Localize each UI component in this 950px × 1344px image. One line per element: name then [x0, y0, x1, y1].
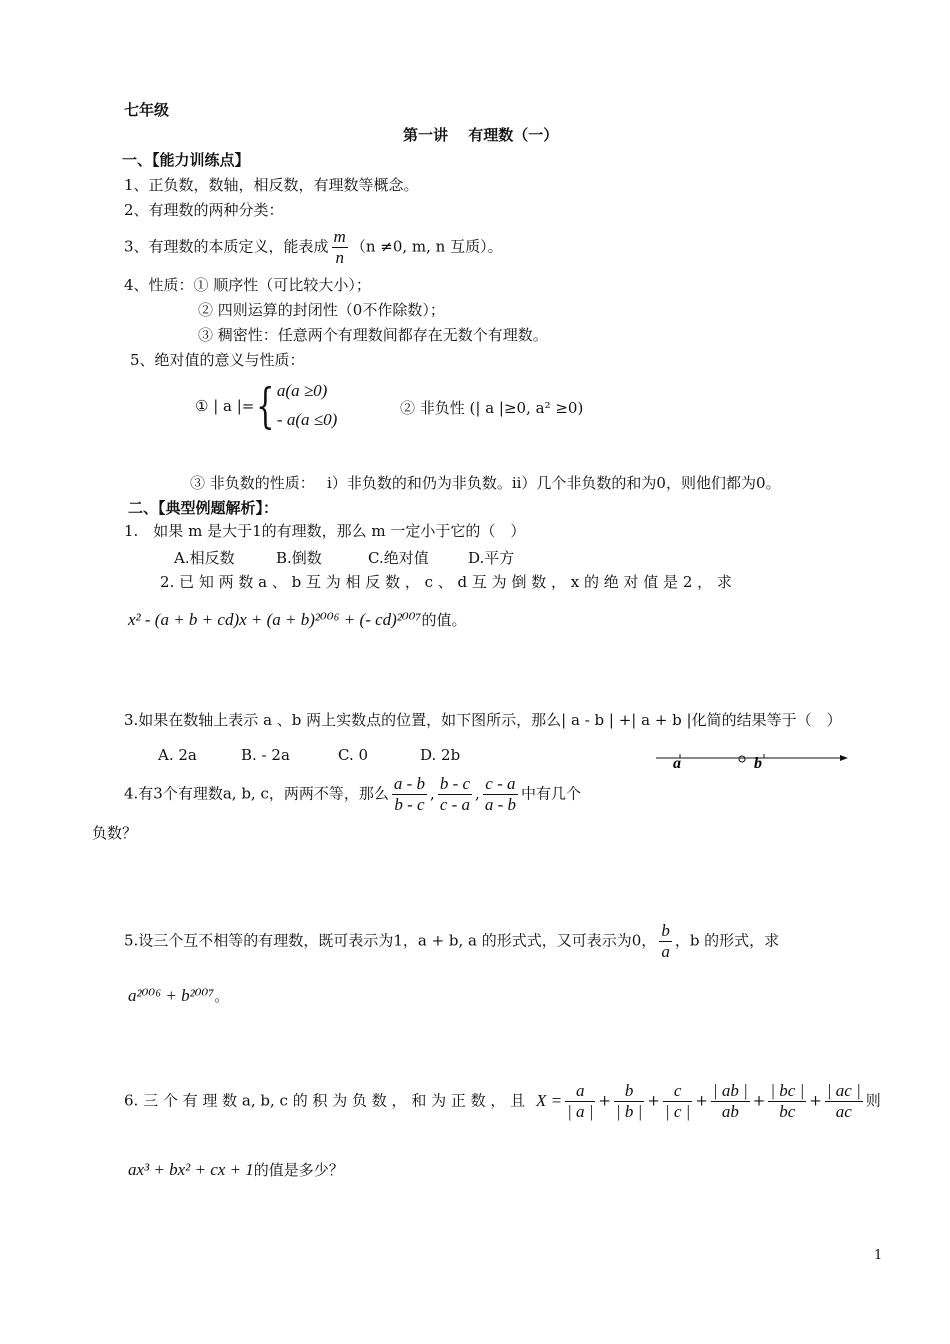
nonnegativity: ② 非负性 (| a |≥0, a² ≥0) [400, 399, 584, 417]
q6-tail: 则 [865, 1091, 881, 1110]
label-b: b [754, 755, 762, 772]
question-6: 6. 三 个 有 理 数 a, b, c 的 积 为 负 数 ， 和 为 正 数 ， 且 X = $\frac{a}{| a |}$ + $\frac{b}{| b |}$ + $\frac{c}{| c |}$ + $\frac{| ab |}{ab}$ + $\frac{| bc |}{bc}$ + $\frac{| ac |}{ac}$ 则 [124, 1081, 881, 1121]
question-5-expression [128, 986, 229, 1006]
page-number: 1 [874, 1248, 883, 1263]
point-4-order: 4、性质：① 顺序性（可比较大小）； [124, 276, 371, 294]
q6-fraction-6: $\frac{| ac |}{ac}$ [826, 1081, 861, 1121]
point-3-text: 3、有理数的本质定义，能表成 [124, 237, 329, 256]
q6-fraction-4: $\frac{| ab |}{ab}$ [712, 1081, 748, 1121]
point-1: 1、正负数，数轴，相反数，有理数等概念。 [124, 176, 419, 194]
axis-arrow-icon [840, 755, 848, 761]
q6-end: 的值是多少？ [253, 1161, 344, 1179]
abs-cases [277, 377, 337, 435]
grade-label: 七年级 [124, 101, 170, 119]
q6-expression: ax³ + bx² + cx + 1 [128, 1160, 254, 1179]
q6-fraction-2: $\frac{b}{| b |}$ [616, 1081, 643, 1121]
question-3: 3.如果在数轴上表示 a 、b 两上实数点的位置，如下图所示，那么| a - b | +| a + b |化简的结果等于（ ） [124, 711, 842, 729]
q1-option-d: D.平方 [468, 549, 515, 567]
q1-option-a: A.相反数 [174, 549, 235, 567]
q4-text: 4.有3个有理数a, b, c，两两不等，那么 [124, 784, 389, 803]
point-2: 2、有理数的两种分类： [124, 201, 284, 219]
m-over-n-fraction: $\frac{m}{n}$ [333, 227, 346, 267]
abs-lhs: ① | a |= [195, 396, 255, 415]
left-brace-icon: { [256, 377, 275, 434]
q4-fraction-3: $\frac{c - a}{a - b}$ [484, 774, 516, 814]
q6-text: 6. 三 个 有 理 数 a, b, c 的 积 为 负 数 ， 和 为 正 数 ， 且 [124, 1091, 526, 1110]
point-5: 5、绝对值的意义与性质： [130, 351, 305, 369]
point-3 [124, 228, 503, 267]
q6-lhs: X = [535, 1090, 563, 1110]
section1-heading: 一、【能力训练点】 [122, 151, 250, 169]
q3-option-b: B. - 2a [241, 746, 290, 764]
q5-text: 5.设三个互不相等的有理数，既可表示为1，a + b, a 的形式式，又可表示为0， [124, 931, 657, 950]
q5-fraction: $\frac{b}{a}$ [661, 921, 670, 961]
q3-option-d: D. 2b [420, 746, 461, 764]
number-line [652, 748, 852, 772]
q4-fraction-1: $\frac{a - b}{b - c}$ [393, 774, 426, 814]
section2-heading: 二、【典型例题解析】： [128, 499, 279, 517]
q6-fraction-1: $\frac{a}{| a |}$ [567, 1081, 594, 1121]
q6-fraction-3: $\frac{c}{| c |}$ [664, 1081, 691, 1121]
point-3-condition: （n ≠0, m, n 互质）。 [350, 237, 503, 256]
q2-expression: x² - (a + b + cd)x + (a + b)²⁰⁰⁶ + (- cd)²⁰⁰⁷ [128, 610, 422, 629]
question-4-line2: 负数？ [92, 824, 138, 842]
q1-option-c: C.绝对值 [368, 549, 429, 567]
question-4: 4.有3个有理数a, b, c，两两不等，那么 $\frac{a - b}{b - c}$ , $\frac{b - c}{c - a}$ , $\frac{c - a}{a - b}$ 中有几个 [124, 774, 582, 814]
lecture-title: 第一讲 有理数（一） [403, 126, 559, 144]
question-6-expression [128, 1160, 344, 1180]
question-5 [124, 922, 779, 961]
abs-case-1: a(a ≥0) [276, 381, 328, 400]
q6-fraction-5: $\frac{| bc |}{bc}$ [770, 1081, 805, 1121]
q5-end: 。 [214, 987, 230, 1005]
label-a: a [673, 755, 681, 772]
q4-tail: 中有几个 [521, 784, 582, 803]
q3-option-a: A. 2a [158, 746, 197, 764]
q2-tail: 的值。 [421, 611, 467, 629]
point-4-closure: ② 四则运算的封闭性（0不作除数）； [198, 301, 445, 319]
q4-fraction-2: $\frac{b - c}{c - a}$ [439, 774, 471, 814]
question-2: 2. 已 知 两 数 a 、 b 互 为 相 反 数 ， c 、 d 互 为 倒 数 ， x 的 绝 对 值 是 2 ， 求 [160, 573, 732, 591]
abs-case-2: - a(a ≤0) [276, 409, 338, 429]
nonneg-properties: ③ 非负数的性质： i）非负数的和仍为非负数。ii）几个非负数的和为0，则他们都为0。 [190, 474, 781, 492]
abs-definition [195, 377, 337, 435]
q3-option-c: C. 0 [338, 746, 369, 764]
q1-option-b: B.倒数 [276, 549, 322, 567]
q5-expression: a²⁰⁰⁶ + b²⁰⁰⁷ [128, 986, 215, 1005]
origin-point [739, 756, 745, 762]
q5-tail: ，b 的形式，求 [674, 931, 780, 950]
question-2-expression [128, 610, 466, 630]
point-4-density: ③ 稠密性：任意两个有理数间都存在无数个有理数。 [198, 326, 548, 344]
question-1: 1. 如果 m 是大于1的有理数，那么 m 一定小于它的（ ） [124, 522, 526, 540]
